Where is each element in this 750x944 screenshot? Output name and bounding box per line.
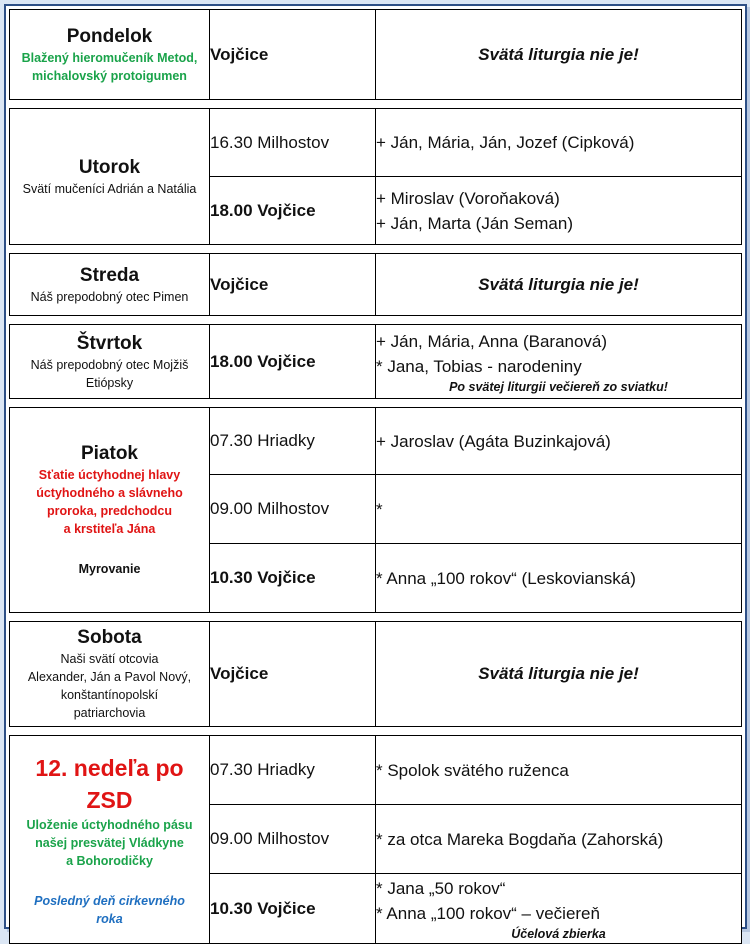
- note: Po svätej liturgii večiereň zo sviatku!: [449, 379, 668, 394]
- intention-line: * Spolok svätého ruženca: [376, 760, 569, 780]
- intention-cell: [376, 874, 742, 944]
- gap: [10, 727, 742, 736]
- gap: [10, 316, 742, 325]
- day-name: Sobota: [77, 627, 142, 648]
- last-day-line: roka: [96, 911, 123, 926]
- intention-cell: [376, 325, 742, 399]
- time-cell: Vojčice: [210, 254, 376, 316]
- day-name: Streda: [79, 264, 140, 286]
- feast-line: a krstiteľa Jána: [63, 522, 156, 536]
- gap: [10, 399, 742, 408]
- intention-cell: + Jaroslav (Agáta Buzinkajová): [376, 408, 742, 475]
- day-cell-saturday: [10, 622, 210, 727]
- time-cell: 09.00 Milhostov: [210, 805, 376, 874]
- time-cell: 10.30 Vojčice: [210, 874, 376, 944]
- saint-line: konštantínopolskí: [60, 688, 159, 702]
- no-liturgy: Svätá liturgia nie je!: [376, 10, 742, 100]
- day-cell-thursday: [10, 325, 210, 399]
- row-wednesday: [10, 254, 742, 316]
- time-cell: 16.30 Milhostov: [210, 109, 376, 177]
- no-liturgy: Svätá liturgia nie je!: [376, 254, 742, 316]
- day-name: Pondelok: [66, 25, 153, 47]
- intention-line: + Ján, Marta (Ján Seman): [376, 213, 574, 233]
- sunday-title: ZSD: [86, 786, 133, 813]
- row-monday: [10, 10, 742, 100]
- time-cell: Vojčice: [210, 10, 376, 100]
- row-thursday: [10, 325, 742, 399]
- gap: [10, 613, 742, 622]
- intention-cell: [376, 736, 742, 805]
- myrovanie-label: Myrovanie: [78, 562, 141, 576]
- saint-line: Naši svätí otcovia: [60, 652, 159, 666]
- saint-line: patriarchovia: [73, 706, 146, 720]
- intention-line: + Ján, Mária, Ján, Jozef (Cipková): [376, 133, 635, 152]
- saint-name: Náš prepodobný otec Pimen: [30, 289, 189, 304]
- intention-line: * za otca Mareka Bogdaňa (Zahorská): [376, 829, 664, 849]
- intention-line: * Anna „100 rokov“ – večiereň: [376, 903, 600, 923]
- row-saturday: [10, 622, 742, 727]
- day-cell-sunday: [10, 736, 210, 944]
- row-friday: [10, 408, 742, 475]
- intention-cell: * Anna „100 rokov“ (Leskovianská): [376, 544, 742, 613]
- intention-line: * Jana „50 rokov“: [376, 878, 506, 898]
- time-cell: Vojčice: [210, 622, 376, 727]
- feast-line: úctyhodného a slávneho: [36, 486, 183, 500]
- saint-name: Blažený hieromučeník Metod, michalovský protoigumen: [21, 50, 198, 83]
- feast-line: Sťatie úctyhodnej hlavy: [38, 468, 181, 482]
- sunday-title: 12. nedeľa po: [35, 754, 184, 781]
- feast-line: proroka, predchodcu: [46, 504, 173, 518]
- time-cell: 10.30 Vojčice: [210, 544, 376, 613]
- day-cell-tuesday: [10, 109, 210, 245]
- time-cell: 07.30 Hriadky: [210, 736, 376, 805]
- day-cell-monday: [10, 10, 210, 100]
- intention-cell: [376, 177, 742, 245]
- feast-line: našej presvätej Vládkyne: [35, 835, 184, 850]
- last-day-line: Posledný deň cirkevného: [34, 893, 185, 908]
- time-cell: 18.00 Vojčice: [210, 325, 376, 399]
- no-liturgy: Svätá liturgia nie je!: [376, 622, 742, 727]
- intention-line: + Ján, Mária, Anna (Baranová): [376, 331, 608, 351]
- intention-line: * Jana, Tobias - narodeniny: [376, 356, 582, 376]
- row-sunday: [10, 736, 742, 805]
- gap: [10, 245, 742, 254]
- saint-line: Alexander, Ján a Pavol Nový,: [27, 670, 192, 684]
- feast-line: a Bohorodičky: [66, 853, 153, 868]
- time-cell: 18.00 Vojčice: [210, 177, 376, 245]
- day-name: Utorok: [78, 156, 141, 178]
- saint-name: Náš prepodobný otec Mojžiš Etiópsky: [30, 357, 189, 390]
- intention-cell: [376, 805, 742, 874]
- feast-line: Uloženie úctyhodného pásu: [26, 817, 193, 832]
- note: Účelová zbierka: [511, 926, 606, 941]
- day-name: Štvrtok: [76, 332, 143, 354]
- schedule-table: [9, 9, 742, 944]
- gap: [10, 100, 742, 109]
- day-cell-wednesday: [10, 254, 210, 316]
- time-cell: 09.00 Milhostov: [210, 475, 376, 544]
- day-cell-friday: [10, 408, 210, 613]
- day-name: Piatok: [80, 443, 139, 464]
- saint-name: Svätí mučeníci Adrián a Natália: [22, 181, 197, 196]
- intention-cell: *: [376, 475, 742, 544]
- time-cell: 07.30 Hriadky: [210, 408, 376, 475]
- intention-line: + Miroslav (Voroňaková): [376, 188, 560, 208]
- row-tuesday: [10, 109, 742, 177]
- intention-cell: [376, 109, 742, 177]
